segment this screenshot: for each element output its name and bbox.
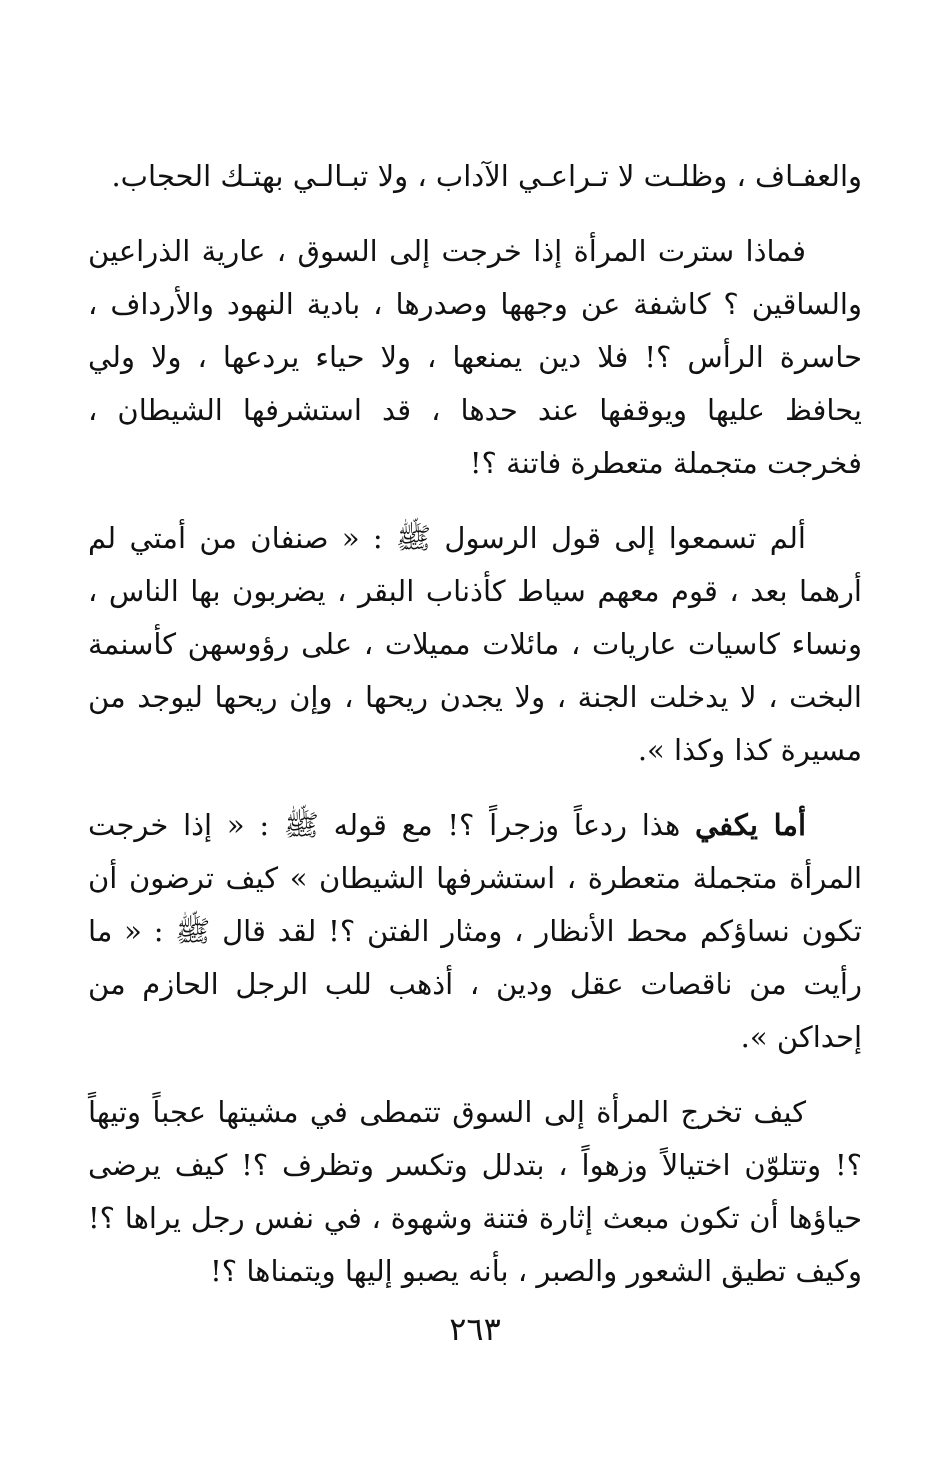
paragraph-3: ألم تسمعوا إلى قول الرسول ﷺ : « صنفان من أمتي لم أرهما بعد ، قوم معهم سياط كأذناب البقر ، يضربون بها الناس ، ونساء كاسيات عاريات ، مائلات مميلات ، على رؤوسهن كأسنمة البخت ، لا يدخلت الجنة ، ولا يجدن ريحها ، وإن ريحها ليوجد من مسيرة كذا وكذا ». bbox=[88, 521, 862, 767]
page-number: ٢٦٣ bbox=[449, 1310, 501, 1348]
paragraph-5: كيف تخرج المرأة إلى السوق تتمطى في مشيتها عجباً وتيهاً ؟! وتتلوّن اختيالاً وزهواً ، بتدلل وتكسر وتظرف ؟! كيف يرضى حياؤها أن تكون مبعث إثارة فتنة وشهوة ، في نفس رجل يراها ؟! وكيف تطيق الشعور والصبر ، بأنه يصبو إليها ويتمناها ؟! bbox=[88, 1095, 862, 1288]
paragraph-1: والعفـاف ، وظلـت لا تـراعـي الآداب ، ولا تبـالـي بهتـك الحجاب. bbox=[111, 159, 862, 193]
paragraph-4-lead: أما يكفي bbox=[695, 808, 806, 842]
paragraph-4-text: هذا ردعاً وزجراً ؟! مع قوله ﷺ : « إذا خرجت المرأة متجملة متعطرة ، استشرفها الشيطان » كيف ترضون أن تكون نساؤكم محط الأنظار ، ومثار الفتن ؟! لقد قال ﷺ : « ما رأيت من ناقصات عقل ودين ، أذهب للب الرجل الحازم من إحداكن ». bbox=[88, 808, 862, 1054]
page-body bbox=[88, 150, 862, 1320]
paragraph-4 bbox=[88, 799, 862, 1064]
paragraph-2: فماذا سترت المرأة إذا خرجت إلى السوق ، عارية الذراعين والساقين ؟ كاشفة عن وجهها وصدرها ، بادية النهود والأرداف ، حاسرة الرأس ؟! فلا دين يمنعها ، ولا حياء يردعها ، ولا ولي يحافظ عليها ويوقفها عند حدها ، قد استشرفها الشيطان ، فخرجت متجملة متعطرة فاتنة ؟! bbox=[88, 234, 862, 480]
